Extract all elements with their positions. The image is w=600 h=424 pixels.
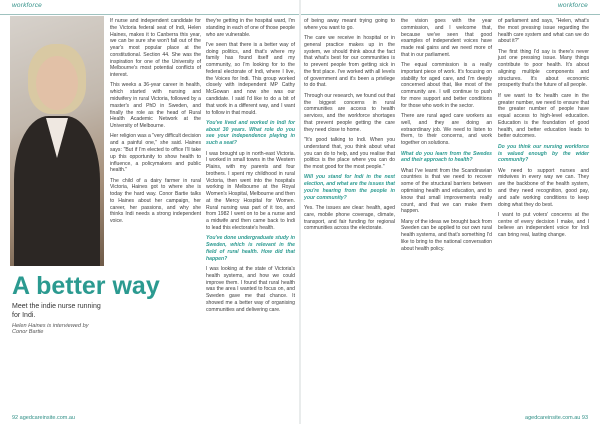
section-tag-right: workforce (558, 2, 588, 9)
section-tag-left: workforce (12, 2, 42, 9)
portrait-photo (10, 16, 104, 266)
body-paragraph: Through our research, we found out that the biggest concerns in rural communities are access to health services, and the workforce shortages that prevent people getting the care they need close to home. (304, 92, 395, 133)
portrait-face (36, 56, 78, 110)
standfirst-text: Meet the indie nurse running for Indi. (12, 303, 101, 319)
body-paragraph: There are rural aged care workers as well, and they are doing an extraordinary job. We need to listen to them, to their concerns, and work together on solutions. (401, 113, 492, 147)
body-paragraph: This weeks a 36-year career in health, which started with nursing and midwifery in rural Victoria, followed by a master's and PhD in Sweden, and finally the role as the head of Rural Health Academic Network at the University of Melbourne. (110, 82, 201, 130)
article-column-2 (206, 18, 295, 317)
body-paragraph: Yes. The issues are clear: health, aged care, mobile phone coverage, climate, transport, and fair funding for regional communities across the electorate. (304, 205, 395, 232)
body-paragraph: Many of the ideas we brought back from Sweden can be applied to our own rural health systems, and that's something I'd like to bring to the national conversation about health policy. (401, 218, 492, 252)
interview-question: You've done undergraduate study in Sweden, which is relevant in the field of rural health. How did that happen? (206, 235, 295, 262)
article-column-4 (401, 18, 492, 256)
body-paragraph: I was looking at the state of Victoria's health systems, and how we could improve them. I found that rural health was the area I wanted to focus on, and Sweden gave me that chance. It showed me a better way of organising communities and delivering care. (206, 266, 295, 313)
body-paragraph: I want to put voters' concerns at the centre of every decision I make, and I believe an independent voice for Indi can bring real, lasting change. (498, 211, 589, 239)
interview-question: Do you think our nursing workforce is valued enough by the wider community? (498, 143, 589, 164)
interview-question: Will you stand for Indi in the next election, and what are the issues that you're hearing from the people in your community? (304, 174, 395, 201)
interview-question: You've lived and worked in Indi for about 30 years. What role do you see your independence playing in such a seat? (206, 119, 295, 147)
body-paragraph: they're getting in the hospital ward, I'm standing in each of one of those people who are vulnerable. (206, 18, 295, 38)
interview-question: What do you learn from the Swedes and their approach to health? (401, 150, 492, 164)
body-paragraph: Her religion was a "very difficult decision and a painful one," she said. Haines says: "But if I'm elected to office I'll take up this opportunity to show health to influence, a policymakers and public health." (110, 133, 201, 174)
page-gutter (299, 0, 301, 424)
article-column-5 (498, 18, 589, 243)
body-paragraph: The child of a dairy farmer in rural Victoria, Haines got to where she is today the hard way. Conor Bartie talks to Haines about her campaign, her career, her passions, and why she thinks Indi needs a strong independent voice. (110, 177, 201, 225)
body-paragraph: What I've learnt from the Scandinavian countries is that we need to recover some of the structural barriers between optimising health and education, and to know that small improvements really count, and that we can make them happen. (401, 167, 492, 215)
body-paragraph: I've seen that there is a better way of doing politics, and that's where my family has found itself and my community, so I'm looking for to the federal electorate of Indi, where I live, the Voices for Indi. This group worked closely with independent MP Cathy McGowan and now she was our candidate. I said I'd like to do a bit of that work in a different way, and I want to follow in that mould. (206, 41, 295, 116)
body-paragraph: The care we receive in hospital or in general practice makes up in the system, we should think about the fact that what's best for our communities is to prevent people from getting sick in the first place. I've worked with all levels of government and it's been a privilege to do that. (304, 35, 395, 89)
body-paragraph: If nurse and independent candidate for the Victoria federal seat of Indi, Helen Haines, makes it to Canberra this year, we can be sure she won't fall out of the year's most popular place at the constitutional. Section 44. She was the inspiration for one of the University of Melbourne's most potential conflicts of interest. (110, 18, 201, 79)
article-column-3 (304, 18, 395, 236)
page-folio-right: agedcareinsite.com.au 93 (525, 415, 588, 421)
article-headline: A better way (12, 272, 160, 300)
body-paragraph: of parliament and says, "Helen, what's the most pressing issue regarding the health care system and what can we do about it?" (498, 18, 589, 45)
body-paragraph: I was brought up in north-east Victoria. I worked in small towns in the Western Plains, with my parents and four brothers. I spent my childhood in rural Victoria, then went into the hospitals working in Melbourne at the Royal Women's Hospital, Melbourne and then at the Mercy Hospital for Women. Rural nursing was part of it too, and from 1982 I went on to be a nurse and a midwife and then came back to Indi to lead this electorate's health. (206, 150, 295, 231)
article-column-1 (110, 18, 201, 229)
body-paragraph: The equal commission is a really important piece of work. It's focusing on stability for aged care, and I'm deeply concerned about that, like most of the community are. I will continue to push for more support and better conditions for those who work in the sector. (401, 62, 492, 109)
article-standfirst (12, 303, 102, 336)
article-byline: Helen Haines is interviewed by Conor Bartie (12, 322, 89, 336)
body-paragraph: We need to support nurses and midwives in every way we can. They are the backbone of the health system, and they need recognition, good pay, and safe working conditions to keep doing what they do best. (498, 167, 589, 208)
body-paragraph: If we want to fix health care in the greater number, we need to ensure that the greater number of people have equal access to high-level education. Education is the foundation of good health, and better education leads to better outcomes. (498, 92, 589, 140)
body-paragraph: The first thing I'd say is there's never just one pressing issue. Many things contribute to poor health. It's about aligning multiple components and structures. It's about economic prosperity that's the future of all people. (498, 48, 589, 89)
body-paragraph: the vision goes with the year commission, and I welcome that, because we've seen that good examples of independent voices have made real gains and we need more of that in our parliament. (401, 18, 492, 58)
body-paragraph: of being away meant trying going to where you want to go. (304, 18, 395, 31)
body-paragraph: "It's good talking to Indi. When you understand that, you think about what you can do to help, and you realise that politics is the place where you can do the most good for the most people." (304, 137, 395, 171)
page-folio-left: 92 agedcareinsite.com.au (12, 415, 75, 421)
